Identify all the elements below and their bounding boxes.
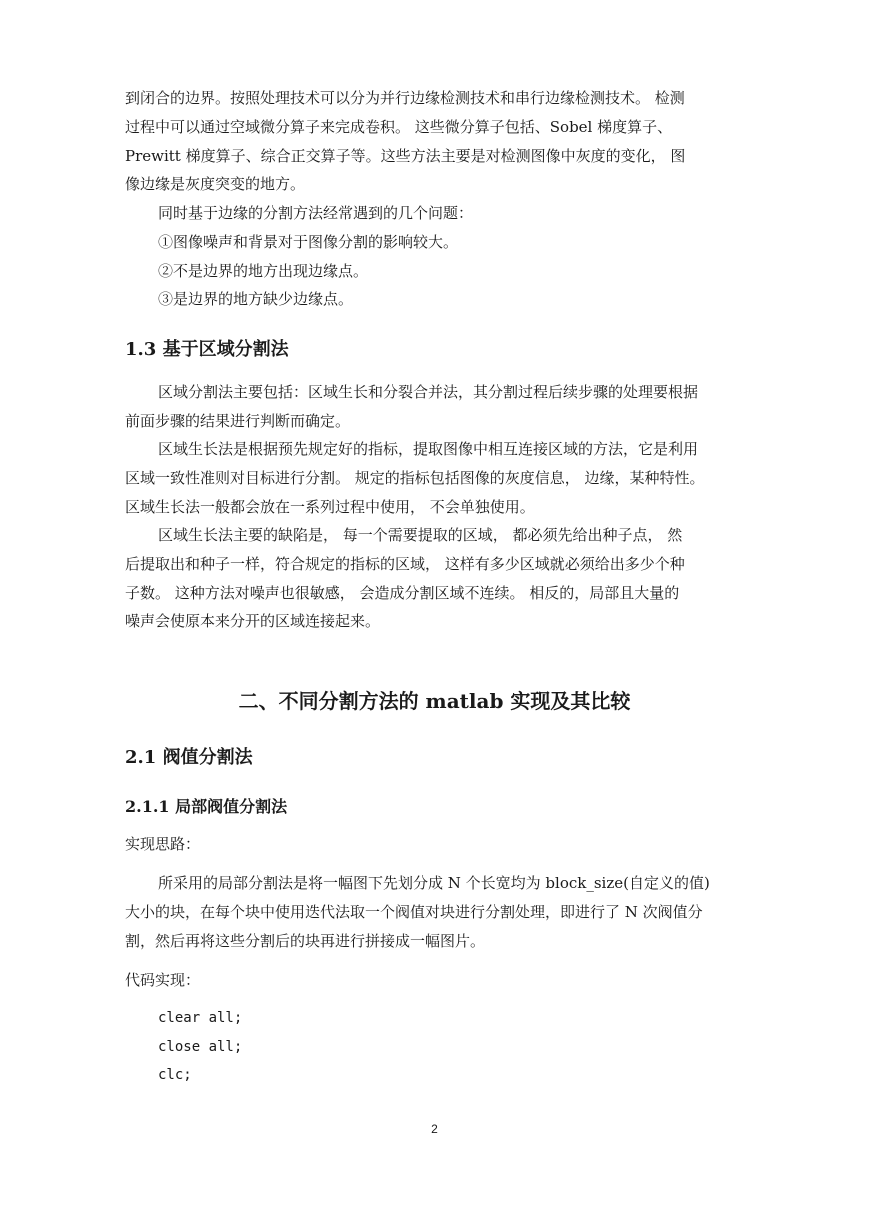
paragraph-line: 区域生长法是根据预先规定好的指标，提取图像中相互连接区域的方法，它是利用 [158,440,699,458]
list-item: ②不是边界的地方出现边缘点。 [158,262,369,280]
chapter-heading: 二、不同分割方法的 matlab 实现及其比较 [238,689,631,713]
label-text: 实现思路： [125,835,201,853]
paragraph-line: 区域生长法一般都会放在一系列过程中使用， 不会单独使用。 [125,498,535,516]
code-line: clc; [158,1067,192,1083]
list-item: ③是边界的地方缺少边缘点。 [158,290,354,308]
paragraph-line: 同时基于边缘的分割方法经常遇到的几个问题： [158,204,474,222]
paragraph-line: 割，然后再将这些分割后的块再进行拼接成一幅图片。 [125,932,486,950]
code-line: clear all; [158,1010,243,1026]
list-item: ①图像噪声和背景对于图像分割的影响较大。 [158,233,459,251]
paragraph-line: 区域分割法主要包括：区域生长和分裂合并法，其分割过程后续步骤的处理要根据 [158,383,699,401]
subsection-heading: 2.1.1 局部阀值分割法 [125,797,288,816]
paragraph-line: Prewitt 梯度算子、综合正交算子等。这些方法主要是对检测图像中灰度的变化， 图 [125,147,686,165]
paragraph-line: 过程中可以通过空域微分算子来完成卷积。 这些微分算子包括、Sobel 梯度算子、 [125,118,673,136]
paragraph-line: 像边缘是灰度突变的地方。 [125,175,306,193]
paragraph-line: 大小的块，在每个块中使用迭代法取一个阀值对块进行分割处理，即进行了 N 次阀值分 [125,903,703,921]
paragraph-line: 区域生长法主要的缺陷是， 每一个需要提取的区域， 都必须先给出种子点， 然 [158,526,683,544]
code-line: close all; [158,1039,243,1055]
section-heading: 2.1 阀值分割法 [125,747,253,768]
page-number: 2 [431,1122,438,1136]
paragraph-line: 区域一致性准则对目标进行分割。 规定的指标包括图像的灰度信息， 边缘，某种特性。 [125,469,705,487]
paragraph-line: 子数。 这种方法对噪声也很敏感， 会造成分割区域不连续。 相反的，局部且大量的 [125,584,680,602]
section-heading: 1.3 基于区域分割法 [125,339,289,360]
paragraph-line: 后提取出和种子一样，符合规定的指标的区域， 这样有多少区域就必须给出多少个种 [125,555,685,573]
paragraph-line: 前面步骤的结果进行判断而确定。 [125,412,351,430]
paragraph-line: 噪声会使原本来分开的区域连接起来。 [125,612,381,630]
label-text: 代码实现： [125,971,201,989]
paragraph-line: 到闭合的边界。按照处理技术可以分为并行边缘检测技术和串行边缘检测技术。 检测 [125,89,685,107]
paragraph-line: 所采用的局部分割法是将一幅图下先划分成 N 个长宽均为 block_size(自定义的值) [158,874,710,892]
